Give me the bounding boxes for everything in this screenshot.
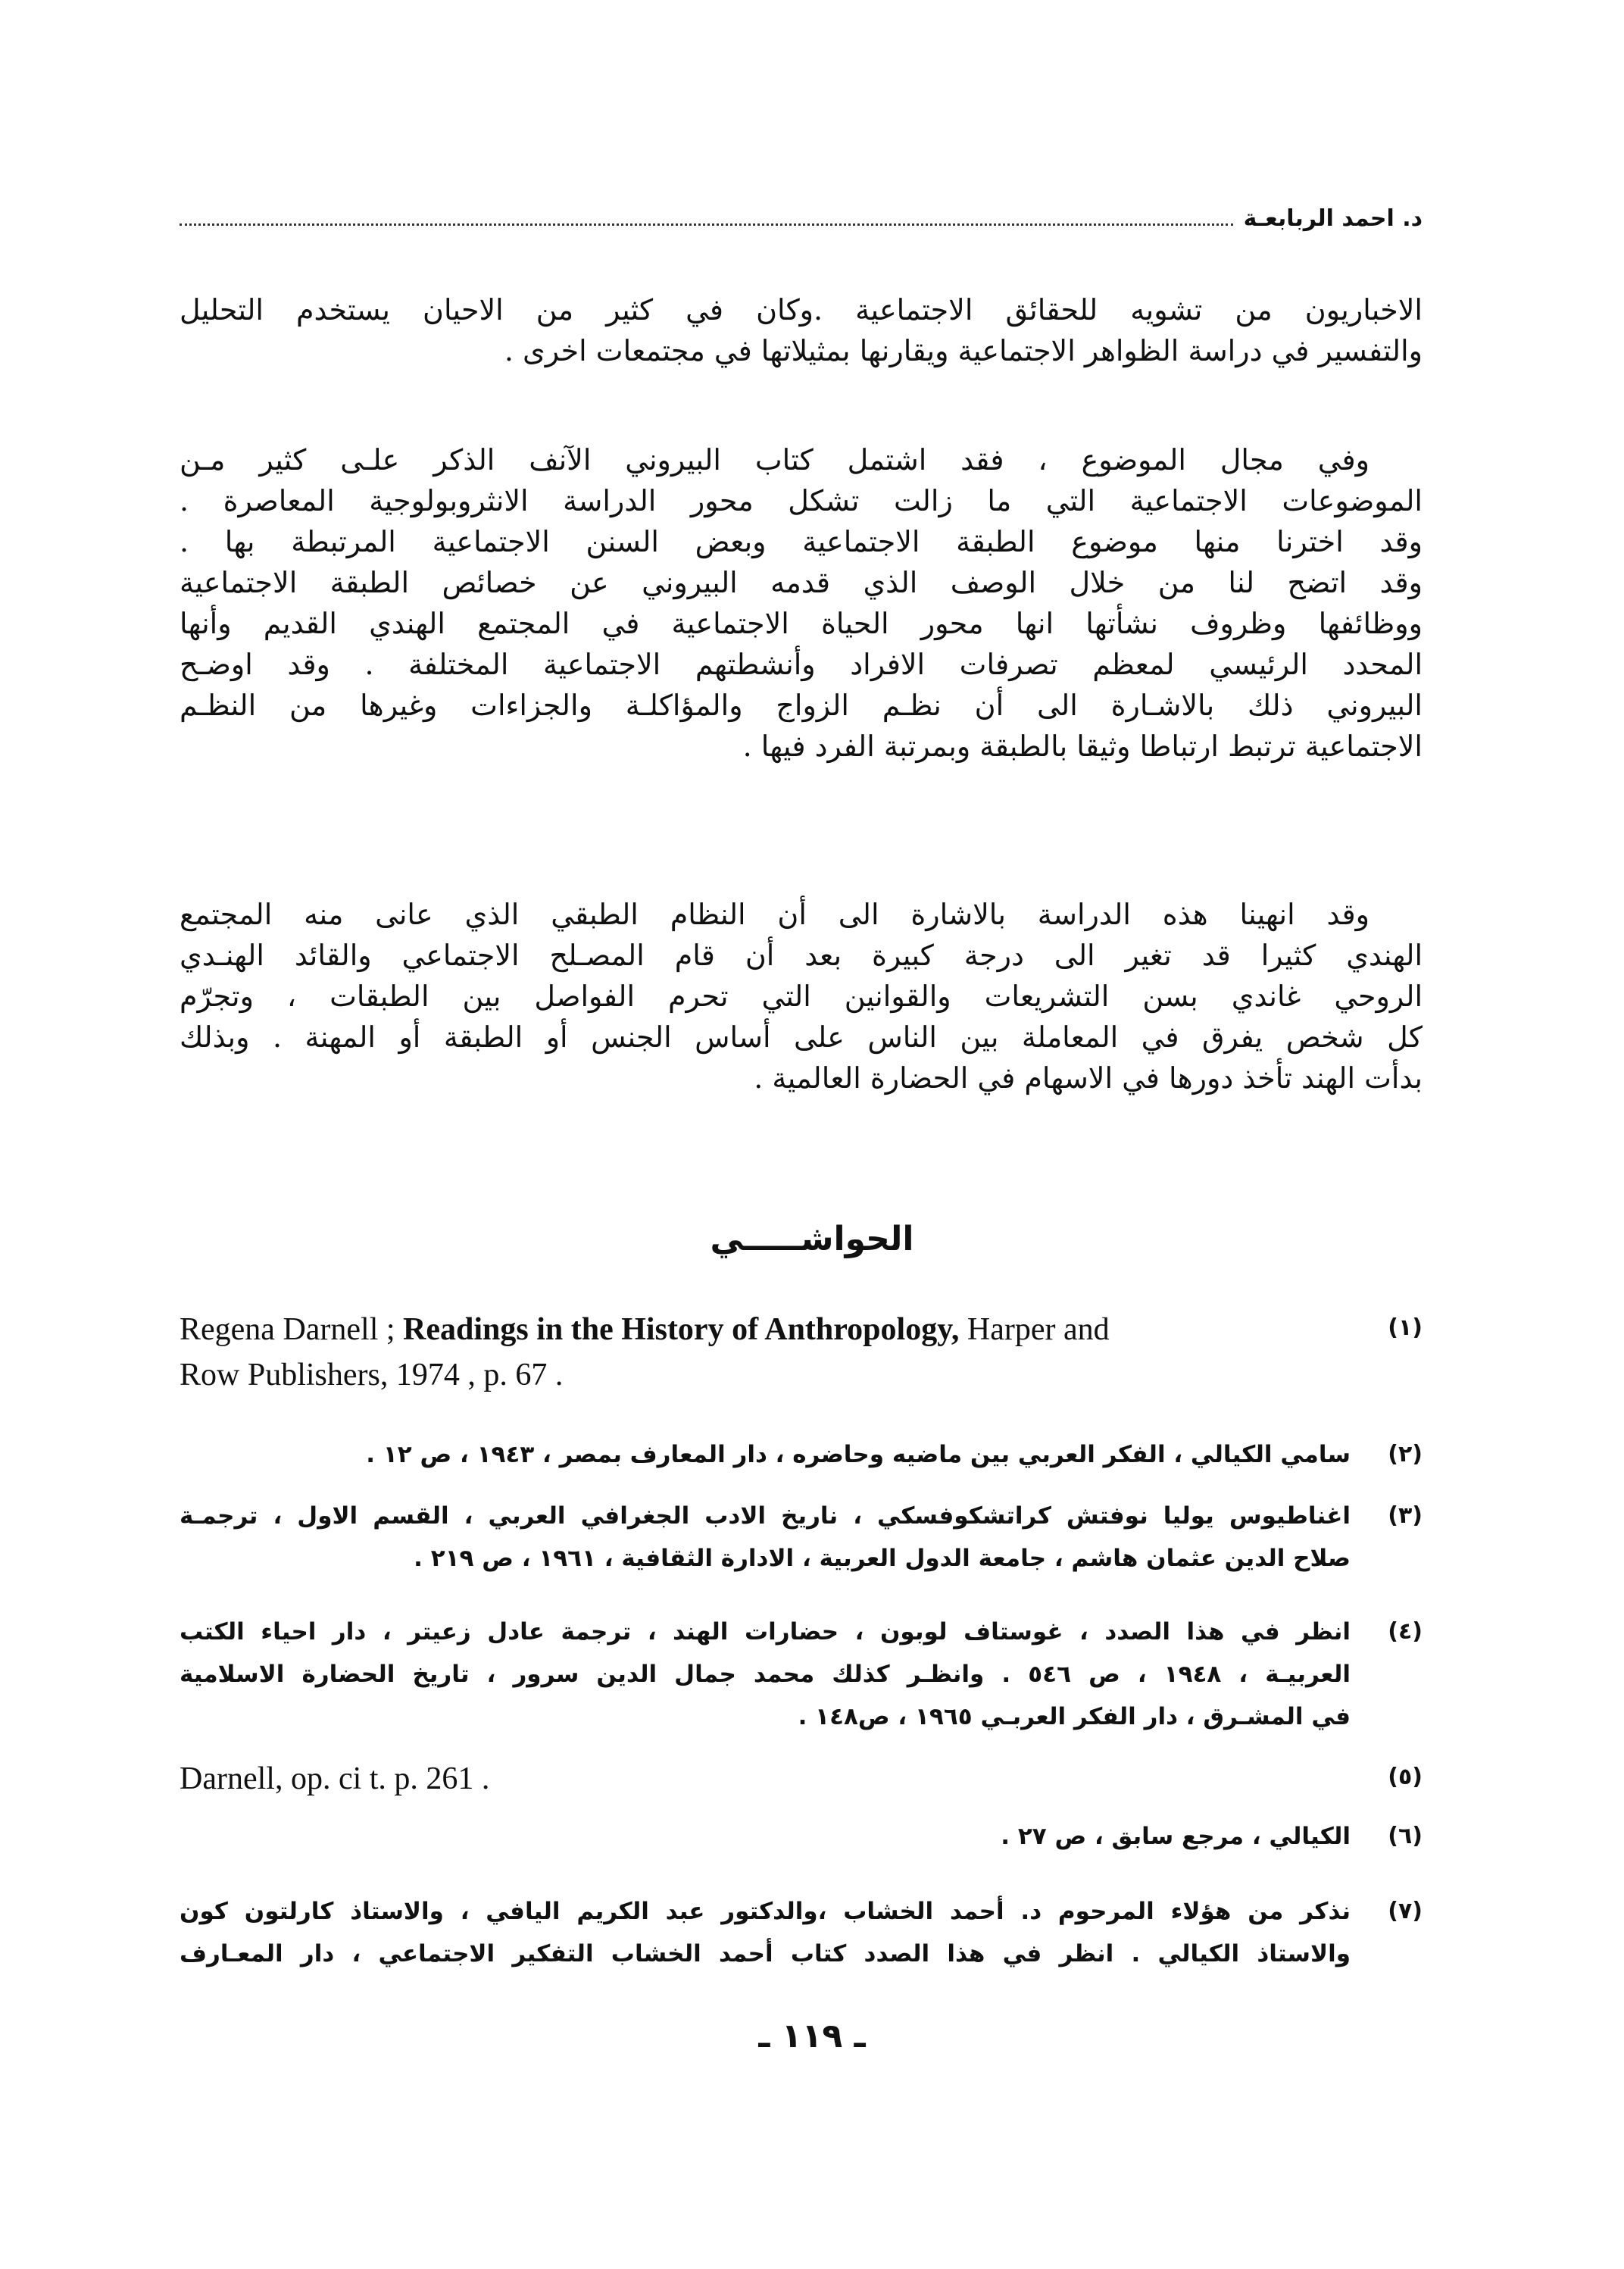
header-dotted-rule	[180, 223, 1233, 226]
footnote-text: صلاح الدين عثمان هاشم ، جامعة الدول العربية ، الادارة الثقافية ، ١٩٦١ ، ص ٢١٩ .	[414, 1545, 1351, 1572]
footnote-text	[180, 1307, 1351, 1352]
text-line: الاجتماعية ترتبط ارتباطا وثيقا بالطبقة وبمرتبة الفرد فيها .	[742, 730, 1423, 763]
paragraph-1	[180, 289, 1423, 371]
footnote-text: اغناطيوس يوليا نوفتش كراتشكوفسكي ، ناريخ الادب الجغرافي العربي ، القسم الاول ، ترجمـة	[180, 1502, 1351, 1530]
footnote-1	[180, 1307, 1423, 1398]
text-line: المحدد الرئيسي لمعظم تصرفات الافراد وأنشطتهم الاجتماعية المختلفة . وقد اوضـح	[180, 648, 1423, 681]
footnote-text: في المشـرق ، دار الفكر العربـي ١٩٦٥ ، ص١٤٨ .	[798, 1703, 1351, 1730]
footnote-number: (٣)	[1388, 1502, 1423, 1529]
citation-author: Regena Darnell ;	[180, 1312, 404, 1347]
footnote-3	[180, 1495, 1423, 1580]
text-line: وقد انهينا هذه الدراسة بالاشارة الى أن النظام الطبقي الذي عانى منه المجتمع	[180, 898, 1369, 931]
footnote-text: Darnell, op. ci t. p. 261 .	[180, 1761, 490, 1796]
footnote-text: العربيـة ، ١٩٤٨ ، ص ٥٤٦ . وانظـر كذلك محمد جمال الدين سرور ، تاريخ الحضارة الاسلامية	[180, 1661, 1351, 1688]
text-line: وقد اتضح لنا من خلال الوصف الذي قدمه البيروني عن خصائص الطبقة الاجتماعية	[180, 566, 1423, 599]
text-line: الهندي كثيرا قد تغير الى درجة كبيرة بعد أن قام المصـلح الاجتماعي والقائد الهنـدي	[180, 939, 1423, 972]
running-header	[180, 198, 1423, 232]
text-line: ووظائفها وظروف نشأتها انها محور الحياة الاجتماعية في المجتمع الهندي القديم وأنها	[180, 607, 1423, 640]
paragraph-3	[180, 894, 1423, 1099]
paragraph-2	[180, 439, 1423, 767]
text-line: بدأت الهند تأخذ دورها في الاسهام في الحضارة العالمية .	[754, 1061, 1423, 1095]
footnote-number: (٢)	[1388, 1441, 1423, 1467]
footnote-4	[180, 1611, 1423, 1738]
footnote-text: والاستاذ الكيالي . انظر في هذا الصدد كتاب أحمد الخشاب التفكير الاجتماعي ، دار المعـارف	[180, 1940, 1351, 1967]
notes-heading: الحواشـــــي	[710, 1220, 914, 1258]
footnote-2	[180, 1433, 1423, 1476]
text-line: الروحي غاندي بسن التشريعات والقوانين التي تحرم الفواصل بين الطبقات ، وتجرّم	[180, 980, 1423, 1013]
text-line: كل شخص يفرق في المعاملة بين الناس على أساس الجنس أو الطبقة أو المهنة . وبذلك	[180, 1020, 1423, 1054]
footnote-number: (٧)	[1388, 1898, 1423, 1924]
footnote-text: نذكر من هؤلاء المرحوم د. أحمد الخشاب ،والدكتور عبد الكريم اليافي ، والاستاذ كارلتون كون	[180, 1898, 1351, 1925]
footnote-number: (٤)	[1388, 1618, 1423, 1645]
text-line: الاخباريون من تشويه للحقائق الاجتماعية .وكان في كثير من الاحيان يستخدم التحليل	[180, 293, 1423, 327]
footnote-number: (٥)	[1388, 1764, 1423, 1790]
footnote-7	[180, 1890, 1423, 1975]
footnote-text: سامي الكيالي ، الفكر العربي بين ماضيه وحاضره ، دار المعارف بمصر ، ١٩٤٣ ، ص ١٢ .	[366, 1441, 1351, 1468]
footnote-number: (١)	[1388, 1314, 1423, 1341]
page-number: ـ ١١٩ ـ	[758, 2017, 866, 2055]
footnote-6	[180, 1815, 1423, 1858]
text-line: وفي مجال الموضوع ، فقد اشتمل كتاب البيروني الآنف الذكر علـى كثير مـن	[180, 443, 1369, 477]
footnote-5	[180, 1756, 1423, 1802]
footnote-text: انظر في هذا الصدد ، غوستاف لوبون ، حضارات الهند ، ترجمة عادل زعيتر ، دار احياء الكتب	[180, 1618, 1351, 1645]
footnote-text: الكيالي ، مرجع سابق ، ص ٢٧ .	[1001, 1823, 1351, 1850]
footnote-number: (٦)	[1388, 1823, 1423, 1849]
citation-title: Readings in the History of Anthropology,	[403, 1312, 960, 1347]
text-line: الموضوعات الاجتماعية التي ما زالت تشكل محور الدراسة الانثروبولوجية المعاصرة .	[180, 484, 1423, 517]
header-author: د. احمد الربابعـة	[1243, 205, 1423, 232]
text-line: والتفسير في دراسة الظواهر الاجتماعية ويقارنها بمثيلاتها في مجتمعات اخرى .	[504, 334, 1423, 367]
text-line: البيروني ذلك بالاشـارة الى أن نظـم الزواج والمؤاكلـة والجزاءات وغيرها من النظـم	[180, 689, 1423, 722]
text-line: وقد اخترنا منها موضوع الطبقة الاجتماعية وبعض السنن الاجتماعية المرتبطة بها .	[180, 525, 1423, 558]
citation-publisher: Harper and	[959, 1312, 1110, 1347]
footnote-text: Row Publishers, 1974 , p. 67 .	[180, 1358, 564, 1392]
